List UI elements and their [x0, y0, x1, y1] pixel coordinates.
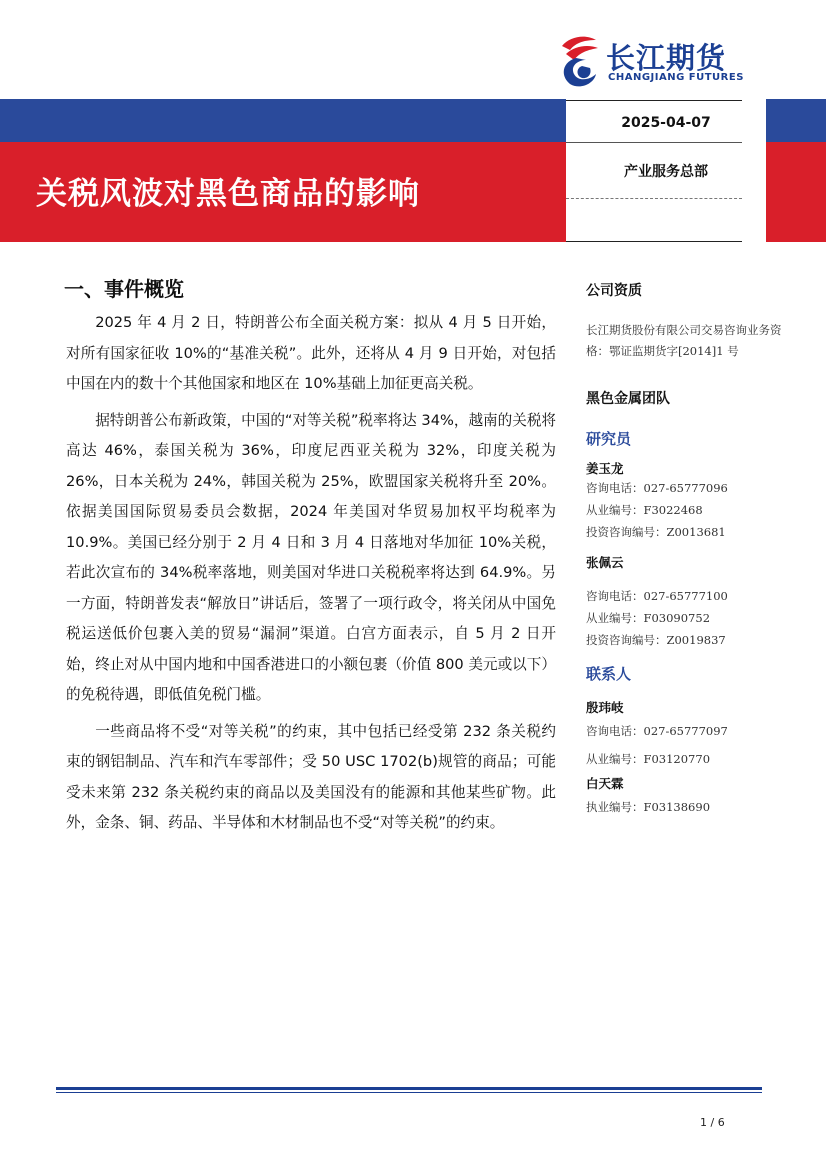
qualification-heading: 公司资质 [586, 283, 642, 299]
team-heading: 黑色金属团队 [586, 391, 670, 407]
logo-name-en: CHANGJIANG FUTURES [608, 72, 744, 83]
main-content [66, 273, 556, 845]
report-title: 关税风波对黑色商品的影响 [36, 176, 420, 212]
logo-name-cn: 长江期货 [606, 41, 727, 75]
paragraph: 2025 年 4 月 2 日，特朗普公布全面关税方案：拟从 4 月 5 日开始，对所有国家征收 10%的“基准关税”。此外，还将从 4 月 9 日开始，对包括中国在内的数十个其他国家和地区在 10%基础上加征更高关税。 [66, 314, 556, 392]
divider [566, 142, 742, 143]
divider [566, 100, 742, 101]
section-title: 一、事件概览 [64, 277, 184, 301]
page-number: 1 / 6 [700, 1116, 725, 1129]
header-band-blue [0, 99, 566, 142]
paragraph: 一些商品将不受“对等关税”的约束，其中包括已经受第 232 条关税约束的钢铝制品、汽车和汽车零部件；受 50 USC 1702(b)规管的商品；可能受未来第 232 条关税约束的商品以及美国没有的能源和其他某些矿物。此外，金条、铜、药品、半导体和木材制品也不受“对等关税”的约束。 [66, 722, 556, 831]
logo-wave-icon [556, 32, 602, 88]
contact-license: 从业编号：F03120770 [586, 752, 711, 766]
researcher-name: 姜玉龙 [586, 461, 624, 476]
researcher-phone: 咨询电话：027-65777096 [586, 481, 728, 495]
contact-name: 白天霖 [586, 776, 624, 791]
divider [566, 198, 742, 199]
footer-divider [56, 1087, 762, 1090]
qualification-text: 长江期货股份有限公司交易咨询业务资格：鄂证监期货字[2014]1 号 [586, 323, 782, 358]
header-band-blue-right [766, 99, 826, 142]
sidebar [586, 280, 800, 818]
company-logo [556, 32, 756, 88]
department: 产业服务总部 [624, 164, 708, 180]
researcher-phone: 咨询电话：027-65777100 [586, 589, 728, 603]
researcher-name: 张佩云 [586, 555, 624, 570]
contact-heading: 联系人 [586, 665, 632, 683]
researcher-license: 从业编号：F03090752 [586, 611, 711, 625]
researcher-advisory: 投资咨询编号：Z0019837 [586, 633, 726, 647]
researcher-license: 从业编号：F3022468 [586, 503, 703, 517]
paragraph: 据特朗普公布新政策，中国的“对等关税”税率将达 34%，越南的关税将高达 46%，泰国关税为 36%，印度尼西亚关税为 32%，印度关税为 26%，日本关税为 24%，韩国关税为 25%，欧盟国家关税将升至 20%。依据美国国际贸易委员会数据，2024 年美国对华贸易加权平均税率为 10.9%。美国已经分别于 2 月 4 日和 3 月 4 日落地对华加征 10%关税，若此次宣布的 34%税率落地，则美国对华进口关税税率将达到 64.9%。另一方面，特朗普发表“解放日”讲话后，签署了一项行政令，将关闭从中国免税运送低价包裹入美的贸易“漏洞”渠道。白宫方面表示，自 5 月 2 日开始，终止对从中国内地和中国香港进口的小额包裹（价值 800 美元或以下）的免税待遇，即低值免税门槛。 [66, 411, 557, 703]
contact-license: 执业编号：F03138690 [586, 800, 711, 814]
report-date: 2025-04-07 [621, 115, 711, 131]
researcher-advisory: 投资咨询编号：Z0013681 [586, 525, 726, 539]
divider [566, 241, 742, 242]
header-band-red-right [766, 142, 826, 242]
footer-divider-thin [56, 1092, 762, 1093]
contact-name: 殷玮岐 [586, 700, 624, 715]
researcher-heading: 研究员 [586, 430, 632, 448]
contact-phone: 咨询电话：027-65777097 [586, 724, 728, 738]
